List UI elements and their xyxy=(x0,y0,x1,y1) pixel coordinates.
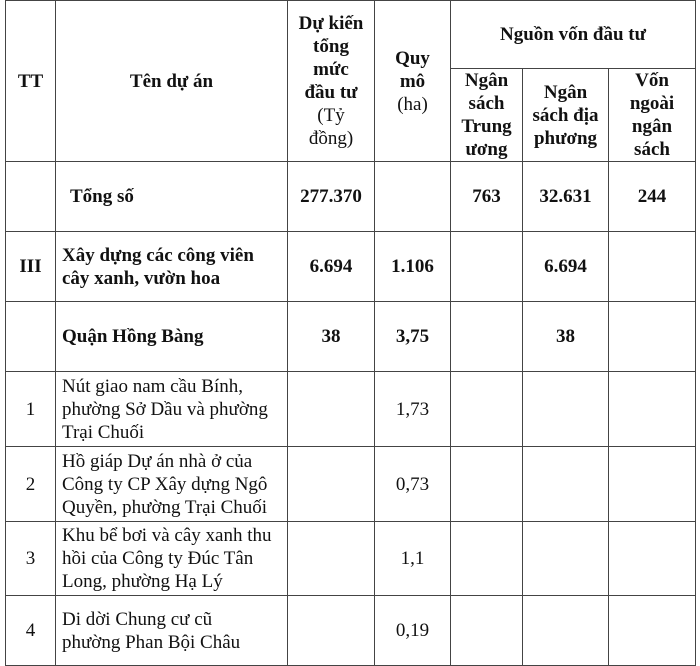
table-row: 1 Nút giao nam cầu Bính, phường Sở Dầu và phường Trại Chuối 1,73 xyxy=(6,372,696,447)
table-row-group-iii: III Xây dựng các công viên cây xanh, vườn hoa 6.694 1.106 6.694 xyxy=(6,232,696,302)
header-tt: TT xyxy=(6,1,56,162)
header-local-budget: Ngân sách địa phương xyxy=(523,69,609,162)
header-funding-sources: Nguồn vốn đầu tư xyxy=(451,1,696,69)
investment-table xyxy=(5,0,696,666)
header-total-investment: Dự kiến tổng mức đầu tư (Tỷ đồng) xyxy=(288,1,375,162)
header-scale: Quy mô (ha) xyxy=(375,1,451,162)
header-central-budget: Ngân sách Trung ương xyxy=(451,69,523,162)
table-row-district: Quận Hồng Bàng 38 3,75 38 xyxy=(6,302,696,372)
table-row: 4 Di dời Chung cư cũ phường Phan Bội Châu 0,19 xyxy=(6,596,696,666)
header-project-name: Tên dự án xyxy=(56,1,288,162)
table-row: 2 Hồ giáp Dự án nhà ở của Công ty CP Xây dựng Ngô Quyền, phường Trại Chuối 0,73 xyxy=(6,447,696,522)
table-row: 3 Khu bể bơi và cây xanh thu hồi của Công ty Đúc Tân Long, phường Hạ Lý 1,1 xyxy=(6,522,696,596)
table-row-total: Tổng số 277.370 763 32.631 244 xyxy=(6,162,696,232)
header-non-budget: Vốn ngoài ngân sách xyxy=(609,69,696,162)
